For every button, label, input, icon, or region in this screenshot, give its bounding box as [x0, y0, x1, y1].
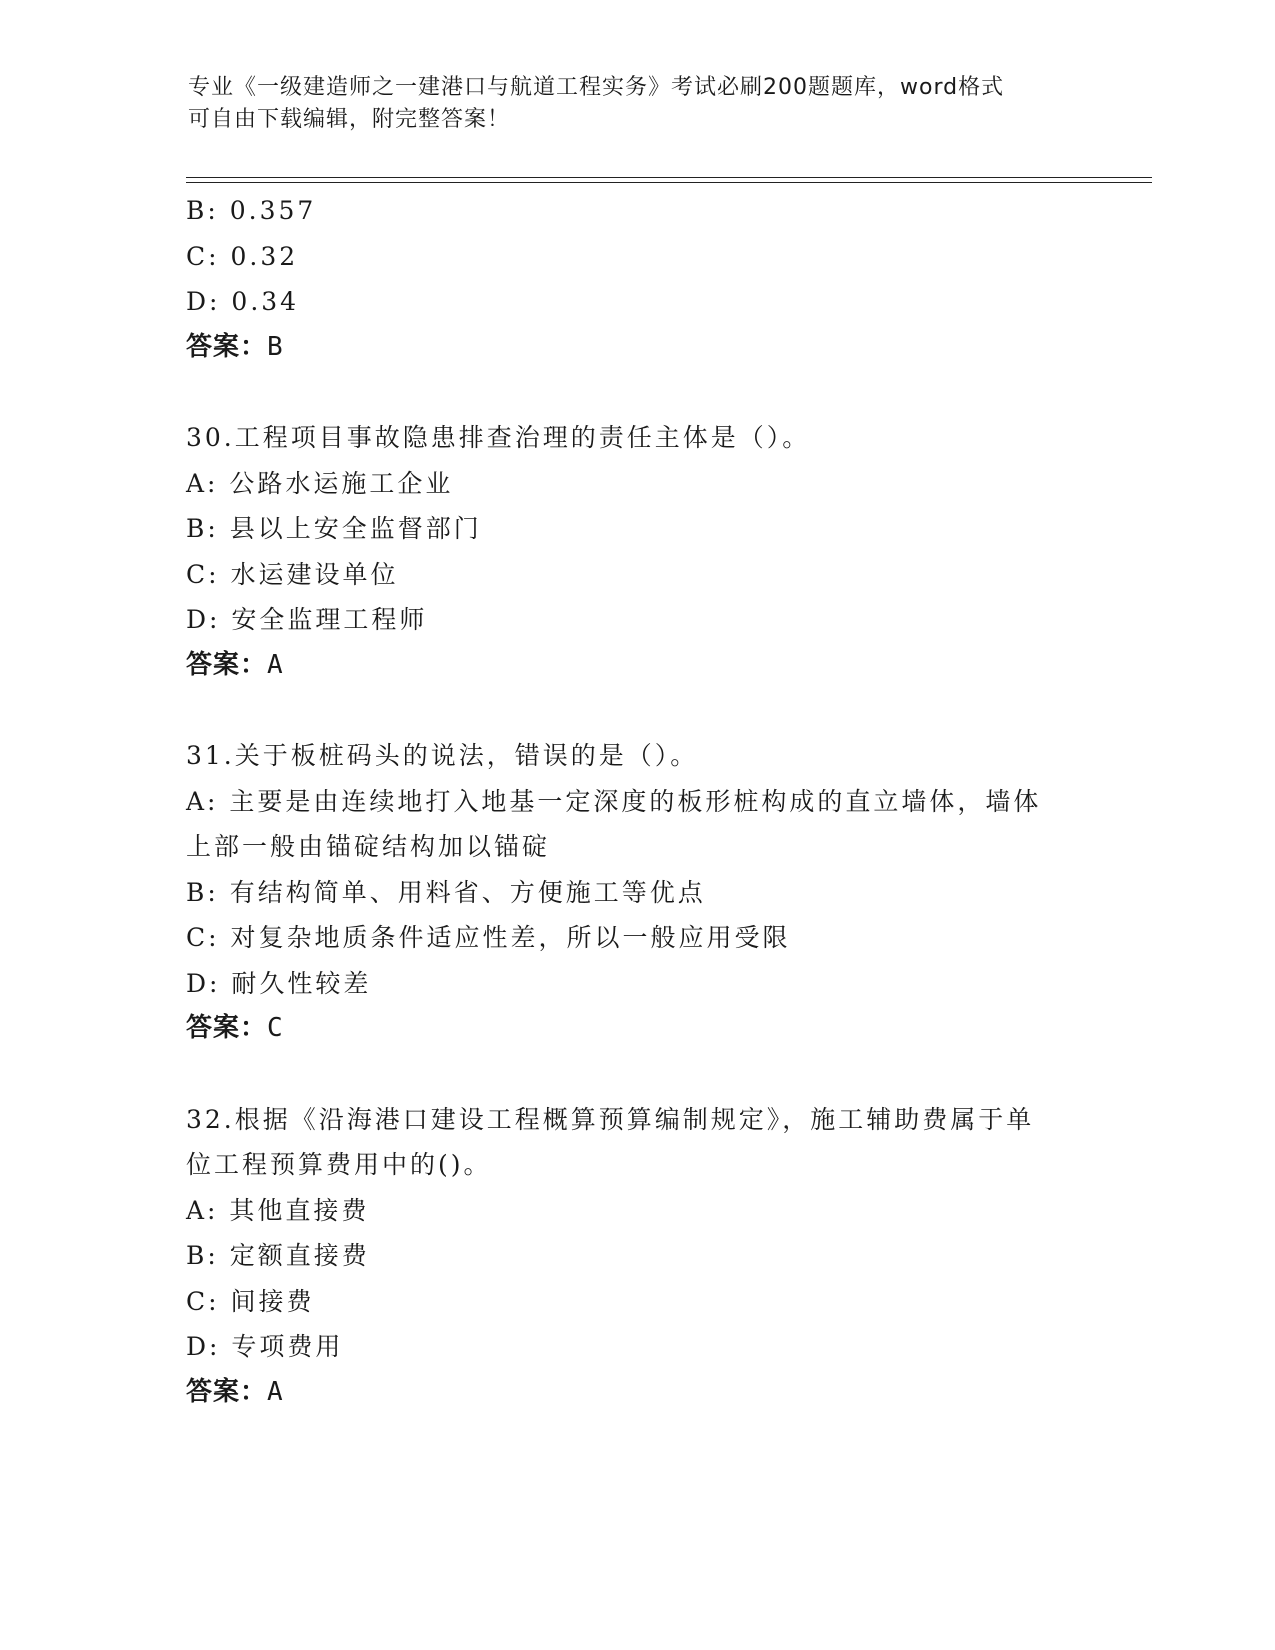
option-d: D: 安全监理工程师 — [186, 605, 428, 634]
header-title-line-1: 专业《一级建造师之一建港口与航道工程实务》考试必刷200题题库，word格式 — [188, 75, 1005, 100]
header-divider-bottom — [186, 182, 1152, 183]
option-d: D: 耐久性较差 — [186, 968, 372, 998]
question-stem: 30.工程项目事故隐患排查治理的责任主体是（）。 — [186, 423, 811, 452]
option-b: B: 有结构简单、用料省、方便施工等优点 — [186, 877, 706, 907]
answer-value: C — [267, 1013, 284, 1043]
option-b: B: 定额直接费 — [186, 1241, 370, 1270]
answer-line — [186, 1006, 1086, 1052]
question-spacer — [186, 370, 1086, 415]
header-divider-top — [186, 177, 1152, 178]
document-header — [188, 72, 1068, 136]
option-c: C: 间接费 — [186, 1286, 315, 1316]
option-a-continued: 上部一般由锚碇结构加以锚碇 — [186, 832, 551, 861]
answer-line — [186, 1370, 1086, 1416]
option-c: C: 对复杂地质条件适应性差，所以一般应用受限 — [186, 923, 791, 952]
question-block-30 — [186, 415, 1086, 688]
question-spacer — [186, 688, 1086, 733]
option-b: B: 县以上安全监督部门 — [186, 514, 482, 543]
answer-value: B — [267, 331, 284, 362]
option-d: D: 0.34 — [186, 287, 300, 316]
document-body — [186, 188, 1086, 1415]
answer-value: A — [267, 649, 284, 680]
question-block-29 — [186, 188, 1086, 370]
answer-label: 答案： — [186, 1376, 268, 1407]
option-a: A: 其他直接费 — [186, 1195, 370, 1225]
question-block-31 — [186, 733, 1086, 1052]
answer-label: 答案： — [186, 1013, 268, 1043]
answer-label: 答案： — [186, 331, 268, 362]
option-a: A: 公路水运施工企业 — [186, 468, 454, 498]
question-block-32 — [186, 1097, 1086, 1416]
option-c: C: 0.32 — [186, 241, 299, 271]
option-d: D: 专项费用 — [186, 1332, 344, 1361]
answer-label: 答案： — [186, 649, 268, 680]
question-stem-continued: 位工程预算费用中的()。 — [186, 1150, 492, 1179]
answer-value: A — [267, 1376, 284, 1407]
option-b: B: 0.357 — [186, 196, 317, 225]
question-stem: 32.根据《沿海港口建设工程概算预算编制规定》，施工辅助费属于单 — [186, 1104, 1035, 1134]
header-title-line-2: 可自由下载编辑，附完整答案！ — [188, 107, 511, 132]
question-spacer — [186, 1052, 1086, 1097]
question-stem: 31.关于板桩码头的说法，错误的是（）。 — [186, 741, 699, 770]
option-a: A: 主要是由连续地打入地基一定深度的板形桩构成的直立墙体，墙体 — [186, 786, 1042, 816]
answer-line — [186, 643, 1086, 689]
option-c: C: 水运建设单位 — [186, 559, 399, 589]
answer-line — [186, 325, 1086, 371]
